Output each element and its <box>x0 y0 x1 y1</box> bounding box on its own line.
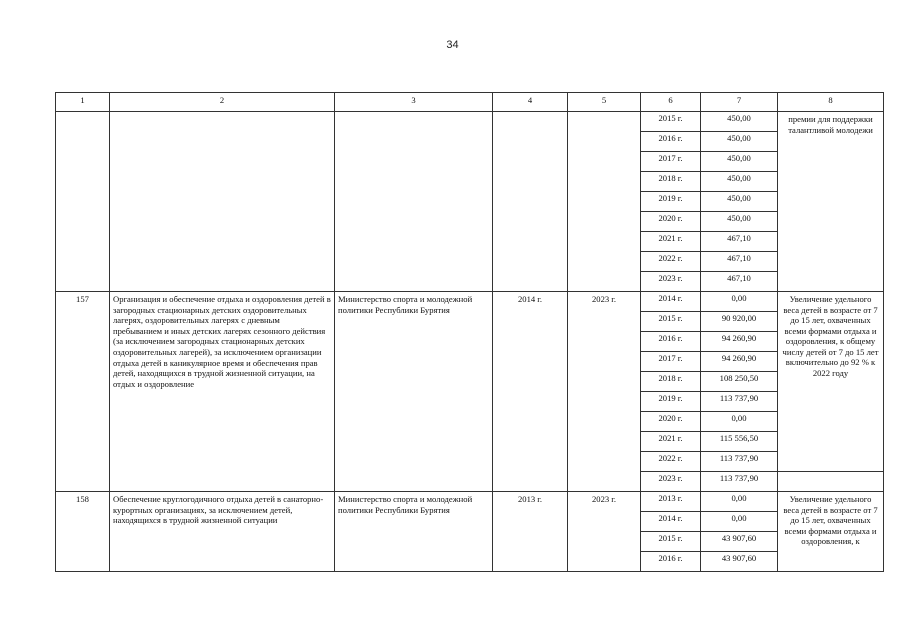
description-cell: Обеспечение круглогодичного отдыха детей в санаторно-курортных организациях, за исключением детей, находящихся в трудной жизненной ситуации <box>110 492 335 572</box>
number-cell: 157 <box>56 292 110 492</box>
header-cell: 6 <box>641 93 701 112</box>
executor-cell <box>335 112 493 292</box>
header-cell: 1 <box>56 93 110 112</box>
header-cell: 8 <box>778 93 884 112</box>
year-cell: 2013 г. <box>641 492 701 512</box>
end-cell: 2023 г. <box>568 292 641 492</box>
year-cell: 2015 г. <box>641 532 701 552</box>
start-cell: 2014 г. <box>493 292 568 492</box>
value-cell: 90 920,00 <box>701 312 778 332</box>
program-table <box>55 92 884 572</box>
empty-cell <box>778 472 884 492</box>
year-cell: 2017 г. <box>641 352 701 372</box>
value-cell: 43 907,60 <box>701 532 778 552</box>
year-cell: 2021 г. <box>641 432 701 452</box>
year-cell: 2023 г. <box>641 472 701 492</box>
year-cell: 2016 г. <box>641 552 701 572</box>
year-cell: 2016 г. <box>641 132 701 152</box>
description-cell <box>110 112 335 292</box>
year-cell: 2022 г. <box>641 252 701 272</box>
value-cell: 467,10 <box>701 252 778 272</box>
end-cell <box>568 112 641 292</box>
year-cell: 2020 г. <box>641 412 701 432</box>
header-cell: 5 <box>568 93 641 112</box>
table-row <box>56 292 884 312</box>
header-row <box>56 93 884 112</box>
year-cell: 2022 г. <box>641 452 701 472</box>
description-cell: Организация и обеспечение отдыха и оздоровления детей в загородных стационарных детских оздоровительных лагерях, оздоровительных лагерях с дневным пребыванием и иных детских лагерях сезонного действия (за исключением загородных стационарных детских оздоровительных лагерей), за исключением организации отдыха детей в каникулярное время и обеспечения прав детей, находящихся в трудной жизненной ситуации, на отдых и оздоровление <box>110 292 335 492</box>
end-cell: 2023 г. <box>568 492 641 572</box>
table-row <box>56 112 884 132</box>
result-cell: Увеличение удельного веса детей в возрасте от 7 до 15 лет, охваченных всеми формами отдыха и оздоровления, к общему числу детей от 7 до 15 лет включительно до 92 % к 2022 году <box>778 292 884 472</box>
start-cell <box>493 112 568 292</box>
year-cell: 2015 г. <box>641 112 701 132</box>
year-cell: 2020 г. <box>641 212 701 232</box>
header-cell: 4 <box>493 93 568 112</box>
value-cell: 450,00 <box>701 152 778 172</box>
year-cell: 2016 г. <box>641 332 701 352</box>
value-cell: 450,00 <box>701 212 778 232</box>
value-cell: 94 260,90 <box>701 332 778 352</box>
value-cell: 113 737,90 <box>701 472 778 492</box>
result-cell: премии для поддержки талантливой молодежи <box>778 112 884 292</box>
value-cell: 450,00 <box>701 132 778 152</box>
value-cell: 0,00 <box>701 412 778 432</box>
year-cell: 2019 г. <box>641 192 701 212</box>
value-cell: 0,00 <box>701 512 778 532</box>
year-cell: 2014 г. <box>641 512 701 532</box>
year-cell: 2021 г. <box>641 232 701 252</box>
value-cell: 0,00 <box>701 492 778 512</box>
executor-cell: Министерство спорта и молодежной политики Республики Бурятия <box>335 292 493 492</box>
value-cell: 467,10 <box>701 272 778 292</box>
executor-cell: Министерство спорта и молодежной политики Республики Бурятия <box>335 492 493 572</box>
page-number: 34 <box>446 39 459 51</box>
year-cell: 2019 г. <box>641 392 701 412</box>
value-cell: 113 737,90 <box>701 452 778 472</box>
value-cell: 113 737,90 <box>701 392 778 412</box>
number-cell <box>56 112 110 292</box>
year-cell: 2018 г. <box>641 172 701 192</box>
number-cell: 158 <box>56 492 110 572</box>
header-cell: 7 <box>701 93 778 112</box>
year-cell: 2014 г. <box>641 292 701 312</box>
value-cell: 450,00 <box>701 112 778 132</box>
year-cell: 2023 г. <box>641 272 701 292</box>
table-row <box>56 492 884 512</box>
value-cell: 450,00 <box>701 172 778 192</box>
year-cell: 2017 г. <box>641 152 701 172</box>
value-cell: 467,10 <box>701 232 778 252</box>
header-cell: 2 <box>110 93 335 112</box>
value-cell: 450,00 <box>701 192 778 212</box>
year-cell: 2018 г. <box>641 372 701 392</box>
result-cell: Увеличение удельного веса детей в возрасте от 7 до 15 лет, охваченных всеми формами отдыха и оздоровления, к <box>778 492 884 572</box>
value-cell: 94 260,90 <box>701 352 778 372</box>
value-cell: 43 907,60 <box>701 552 778 572</box>
value-cell: 115 556,50 <box>701 432 778 452</box>
start-cell: 2013 г. <box>493 492 568 572</box>
year-cell: 2015 г. <box>641 312 701 332</box>
header-cell: 3 <box>335 93 493 112</box>
value-cell: 0,00 <box>701 292 778 312</box>
value-cell: 108 250,50 <box>701 372 778 392</box>
